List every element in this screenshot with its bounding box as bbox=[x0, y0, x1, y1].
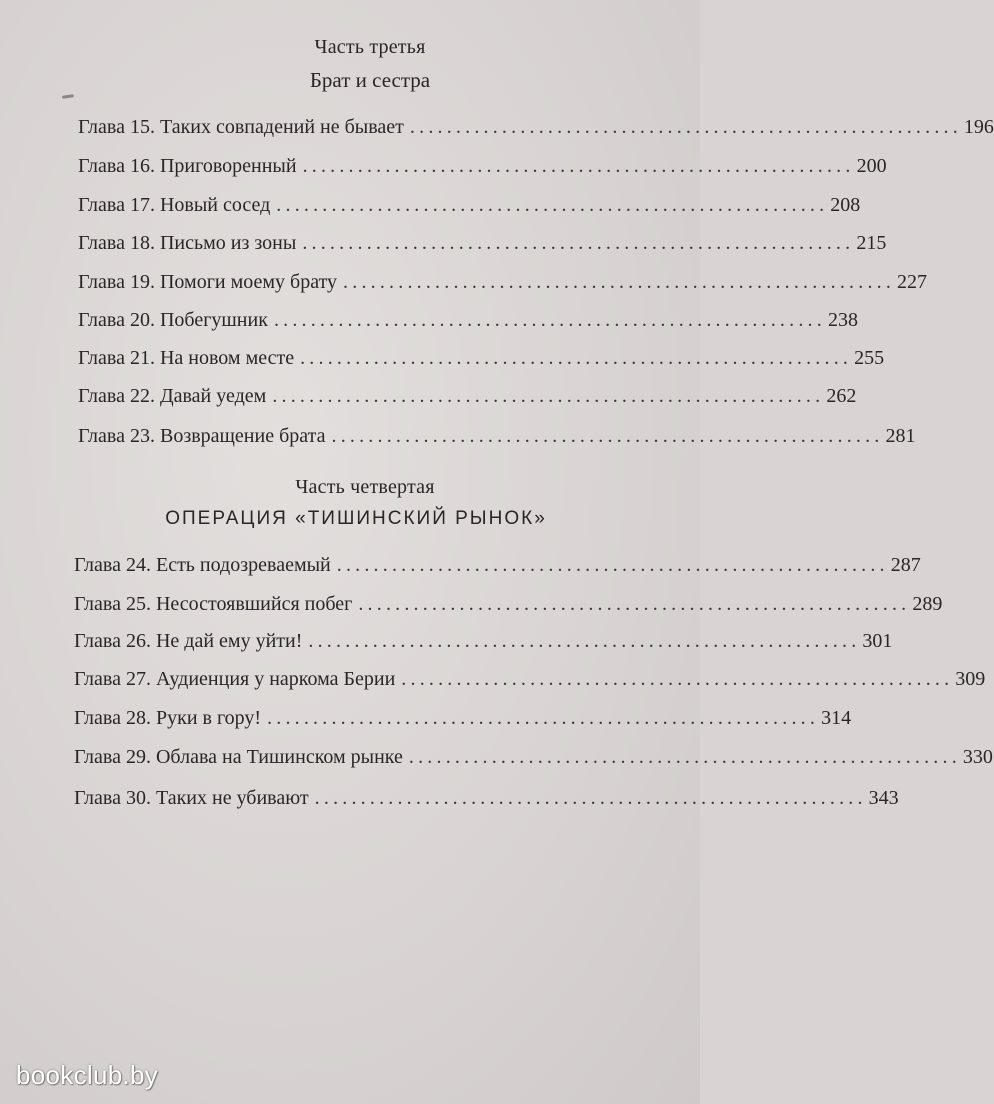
chapter-title: Глава 19. Помоги моему брату bbox=[78, 271, 338, 293]
dot-leader: ............................................................ bbox=[273, 309, 826, 331]
dot-leader: ............................................................ bbox=[409, 116, 962, 138]
chapter-page-number: 289 bbox=[912, 593, 943, 615]
part-four-title: ОПЕРАЦИЯ «ТИШИНСКИЙ РЫНОК» bbox=[165, 508, 547, 529]
part-three-title: Брат и сестра bbox=[309, 68, 431, 92]
dot-leader: ............................................................ bbox=[331, 425, 884, 447]
chapter-page-number: 343 bbox=[868, 787, 899, 809]
dot-leader: ............................................................ bbox=[302, 232, 855, 254]
dot-leader: ............................................................ bbox=[276, 194, 829, 216]
chapter-page-number: 287 bbox=[890, 554, 921, 576]
toc-entry-chapter-16[interactable] bbox=[78, 154, 887, 178]
toc-entry-chapter-28[interactable] bbox=[74, 706, 852, 730]
chapter-page-number: 309 bbox=[955, 668, 986, 690]
toc-entry-chapter-24[interactable] bbox=[74, 553, 921, 577]
chapter-page-number: 281 bbox=[885, 425, 916, 447]
chapter-page-number: 215 bbox=[856, 232, 887, 254]
dot-leader: ............................................................ bbox=[358, 593, 911, 615]
toc-entry-chapter-20[interactable] bbox=[78, 308, 858, 332]
toc-entry-chapter-25[interactable] bbox=[74, 592, 943, 616]
chapter-page-number: 196 bbox=[963, 116, 994, 138]
chapter-title: Глава 24. Есть подозреваемый bbox=[74, 554, 331, 576]
chapter-title: Глава 30. Таких не убивают bbox=[74, 787, 309, 809]
chapter-page-number: 208 bbox=[830, 194, 861, 216]
chapter-title: Глава 18. Письмо из зоны bbox=[78, 232, 297, 254]
dot-leader: ............................................................ bbox=[314, 787, 867, 809]
part-three-label: Часть третья bbox=[314, 36, 426, 58]
toc-entry-chapter-19[interactable] bbox=[78, 270, 928, 294]
part-four-label: Часть четвертая bbox=[295, 476, 435, 498]
chapter-title: Глава 17. Новый сосед bbox=[78, 194, 271, 216]
toc-entry-chapter-22[interactable] bbox=[78, 384, 857, 408]
chapter-page-number: 255 bbox=[854, 347, 885, 369]
chapter-page-number: 227 bbox=[897, 271, 928, 293]
chapter-title: Глава 25. Несостоявшийся побег bbox=[74, 593, 353, 615]
chapter-title: Глава 16. Приговоренный bbox=[78, 155, 297, 177]
chapter-title: Глава 28. Руки в гору! bbox=[74, 707, 262, 729]
chapter-page-number: 314 bbox=[821, 707, 852, 729]
dot-leader: ............................................................ bbox=[343, 271, 896, 293]
dot-leader: ............................................................ bbox=[300, 347, 853, 369]
dot-leader: ............................................................ bbox=[267, 707, 820, 729]
toc-entry-chapter-29[interactable] bbox=[74, 745, 993, 769]
toc-entry-chapter-23[interactable] bbox=[78, 424, 916, 448]
chapter-page-number: 238 bbox=[827, 309, 858, 331]
toc-entry-chapter-26[interactable] bbox=[74, 629, 893, 653]
chapter-page-number: 301 bbox=[862, 630, 893, 652]
print-speck bbox=[62, 94, 74, 99]
toc-entry-chapter-15[interactable] bbox=[78, 115, 994, 139]
toc-entry-chapter-18[interactable] bbox=[78, 231, 887, 255]
chapter-page-number: 262 bbox=[826, 385, 857, 407]
toc-entry-chapter-21[interactable] bbox=[78, 346, 885, 370]
chapter-title: Глава 21. На новом месте bbox=[78, 347, 295, 369]
dot-leader: ............................................................ bbox=[308, 630, 861, 652]
toc-entry-chapter-17[interactable] bbox=[78, 193, 861, 217]
dot-leader: ............................................................ bbox=[272, 385, 825, 407]
chapter-title: Глава 26. Не дай ему уйти! bbox=[74, 630, 303, 652]
chapter-title: Глава 23. Возвращение брата bbox=[78, 425, 326, 447]
chapter-title: Глава 29. Облава на Тишинском рынке bbox=[74, 746, 403, 768]
chapter-title: Глава 22. Давай уедем bbox=[78, 385, 267, 407]
toc-entry-chapter-27[interactable] bbox=[74, 667, 986, 691]
toc-entry-chapter-30[interactable] bbox=[74, 786, 899, 810]
chapter-title: Глава 27. Аудиенция у наркома Берии bbox=[74, 668, 396, 690]
dot-leader: ............................................................ bbox=[408, 746, 961, 768]
chapter-page-number: 200 bbox=[856, 155, 887, 177]
dot-leader: ............................................................ bbox=[401, 668, 954, 690]
chapter-page-number: 330 bbox=[962, 746, 993, 768]
site-watermark: bookclub.by bbox=[16, 1060, 159, 1090]
dot-leader: ............................................................ bbox=[302, 155, 855, 177]
chapter-title: Глава 20. Побегушник bbox=[78, 309, 268, 331]
dot-leader: ............................................................ bbox=[336, 554, 889, 576]
chapter-title: Глава 15. Таких совпадений не бывает bbox=[78, 116, 404, 138]
